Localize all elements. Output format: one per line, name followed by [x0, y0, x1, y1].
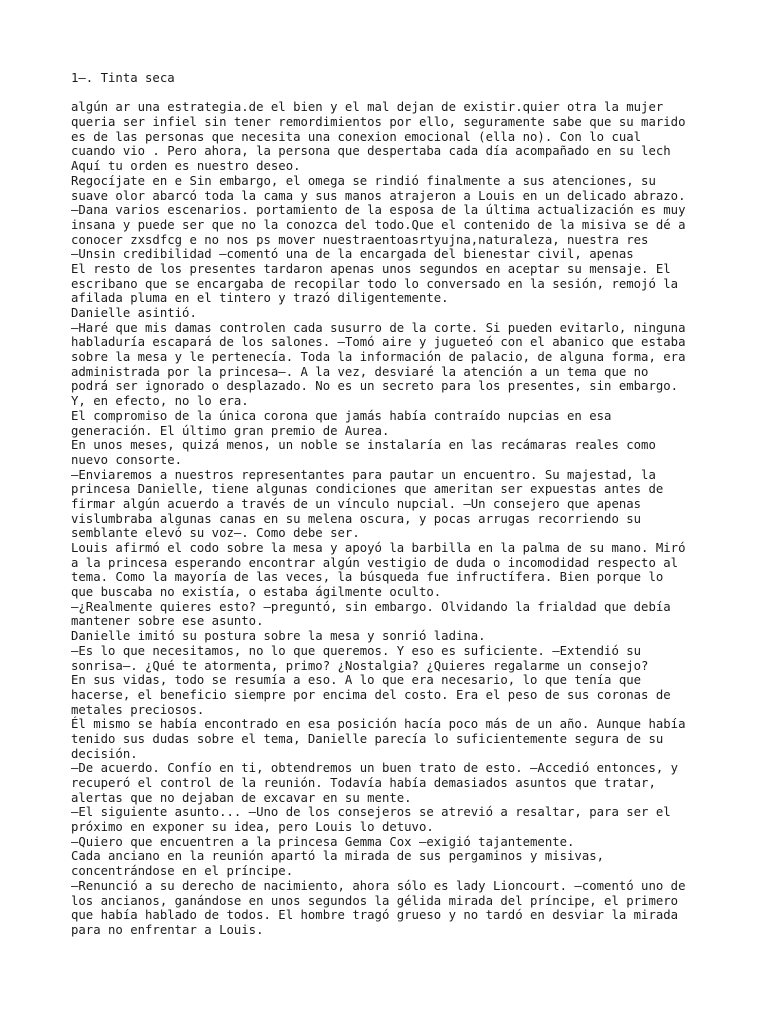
- text-line: habladuría escapará de los salones. —Tomó aire y jugueteó con el abanico que estaba: [71, 335, 686, 350]
- text-line: sobre la mesa y le pertenecía. Toda la información de palacio, de alguna forma, era: [71, 350, 686, 365]
- text-line: los ancianos, ganándose en unos segundos la gélida mirada del príncipe, el primero: [71, 893, 679, 908]
- document-body: [71, 100, 711, 937]
- text-line: sonrisa—. ¿Qué te atormenta, primo? ¿Nostalgia? ¿Quieres regalarme un consejo?: [71, 658, 649, 673]
- text-line: mantener sobre ese asunto.: [71, 614, 264, 629]
- text-line: —El siguiente asunto... —Uno de los consejeros se atrevió a resaltar, para ser el: [71, 805, 671, 820]
- text-line: generación. El último gran premio de Aurea.: [71, 423, 390, 438]
- text-line: Danielle asintió.: [71, 306, 197, 320]
- text-line: tema. Como la mayoría de las veces, la búsqueda fue infructífera. Bien porque lo: [71, 570, 664, 585]
- text-line: es de las personas que necesita una conexion emocional (ella no). Con lo cual: [71, 129, 642, 144]
- text-line: En unos meses, quizá menos, un noble se instalaría en las recámaras reales como: [71, 438, 656, 453]
- text-line: queria ser infiel sin tener remordimientos por ello, seguramente sabe que su marido: [71, 115, 686, 130]
- text-line: afilada pluma en el tintero y trazó diligentemente.: [71, 291, 449, 306]
- text-line: —Es lo que necesitamos, no lo que queremos. Y eso es suficiente. —Extendió su: [71, 643, 642, 658]
- text-line: recuperó el control de la reunión. Todavía había demasiados asuntos que tratar,: [71, 776, 656, 790]
- text-line: Danielle imitó su postura sobre la mesa y sonrió ladina.: [71, 629, 486, 644]
- text-line: El resto de los presentes tardaron apenas unos segundos en aceptar su mensaje. El: [71, 261, 671, 276]
- text-line: para no enfrentar a Louis.: [71, 922, 264, 937]
- text-line: Aquí tu orden es nuestro deseo.: [71, 159, 301, 174]
- text-line: vislumbraba algunas canas en su melena oscura, y pocas arrugas recorriendo su: [71, 511, 642, 526]
- text-line: próximo en exponer su idea, pero Louis lo detuvo.: [71, 820, 434, 835]
- text-line: algún ar una estrategia.de el bien y el mal dejan de existir.quier otra la mujer: [71, 100, 664, 115]
- text-line: —Quiero que encuentren a la princesa Gemma Cox —exigió tajantemente.: [71, 834, 575, 849]
- text-line: —Unsin credibilidad —comentó una de la encargada del bienestar civil, apenas: [71, 247, 634, 262]
- text-line: —Renunció a su derecho de nacimiento, ahora sólo es lady Lioncourt. —comentó uno de: [71, 878, 686, 893]
- text-line: princesa Danielle, tiene algunas condiciones que ameritan ser expuestas antes de: [71, 482, 664, 497]
- text-line: semblante elevó su voz—. Como debe ser.: [71, 526, 360, 541]
- text-line: alertas que no dejaban de excavar en su mente.: [71, 790, 412, 805]
- document-heading: 1—. Tinta seca: [71, 71, 175, 85]
- text-line: que buscaba no existía, o estaba ágilmente oculto.: [71, 585, 442, 600]
- text-line: cuando vio . Pero ahora, la persona que despertaba cada día acompañado en su lech: [71, 144, 671, 159]
- text-line: En sus vidas, todo se resumía a eso. A lo que era necesario, lo que tenía que: [71, 673, 642, 688]
- text-line: —Dana varios escenarios. portamiento de la esposa de la última actualización es muy: [71, 203, 686, 218]
- text-line: metales preciosos.: [71, 702, 205, 717]
- text-line: —¿Realmente quieres esto? —preguntó, sin embargo. Olvidando la frialdad que debía: [71, 599, 671, 614]
- text-line: El compromiso de la única corona que jamás había contraído nupcias en esa: [71, 408, 612, 423]
- text-line: Louis afirmó el codo sobre la mesa y apoyó la barbilla en la palma de su mano. Miró: [71, 541, 686, 555]
- text-line: —Enviaremos a nuestros representantes para pautar un encuentro. Su majestad, la: [71, 467, 656, 482]
- text-line: administrada por la princesa—. A la vez, desviaré la atención a un tema que no: [71, 364, 649, 379]
- text-line: decisión.: [71, 746, 138, 761]
- text-line: —Haré que mis damas controlen cada susurro de la corte. Si pueden evitarlo, ninguna: [71, 320, 686, 335]
- text-line: hacerse, el beneficio siempre por encima del costo. Era el peso de sus coronas de: [71, 687, 671, 702]
- text-line: nuevo consorte.: [71, 452, 183, 467]
- document-page: [71, 71, 711, 938]
- text-line: escribano que se encargaba de recopilar todo lo conversado en la sesión, remojó la: [71, 276, 679, 291]
- text-line: —De acuerdo. Confío en ti, obtendremos un buen trato de esto. —Accedió entonces, y: [71, 761, 679, 776]
- text-line: conocer zxsdfcg e no nos ps mover nuestraentoasrtyujna,naturaleza, nuestra res: [71, 232, 649, 247]
- text-line: Y, en efecto, no lo era.: [71, 394, 249, 409]
- text-line: insana y puede ser que no la conozca del todo.Que el contenido de la misiva se dé a: [71, 217, 686, 232]
- text-line: Regocíjate en e Sin embargo, el omega se rindió finalmente a sus atenciones, su: [71, 173, 656, 188]
- text-line: concentrándose en el príncipe.: [71, 864, 294, 879]
- text-line: tenido sus dudas sobre el tema, Danielle parecía lo suficientemente segura de su: [71, 731, 664, 746]
- text-line: firmar algún acuerdo a través de un vínculo nupcial. —Un consejero que apenas: [71, 496, 642, 511]
- text-line: Él mismo se había encontrado en esa posición hacía poco más de un año. Aunque había: [71, 717, 686, 732]
- text-line: podrá ser ignorado o desplazado. No es un secreto para los presentes, sin embargo.: [71, 379, 679, 394]
- text-line: a la princesa esperando encontrar algún vestigio de duda o incomodidad respecto al: [71, 555, 679, 570]
- text-line: que había hablado de todos. El hombre tragó grueso y no tardó en desviar la mirada: [71, 908, 679, 923]
- text-line: Cada anciano en la reunión apartó la mirada de sus pergaminos y misivas,: [71, 849, 605, 864]
- text-line: suave olor abarcó toda la cama y sus manos atrajeron a Louis en un delicado abrazo.: [71, 188, 686, 203]
